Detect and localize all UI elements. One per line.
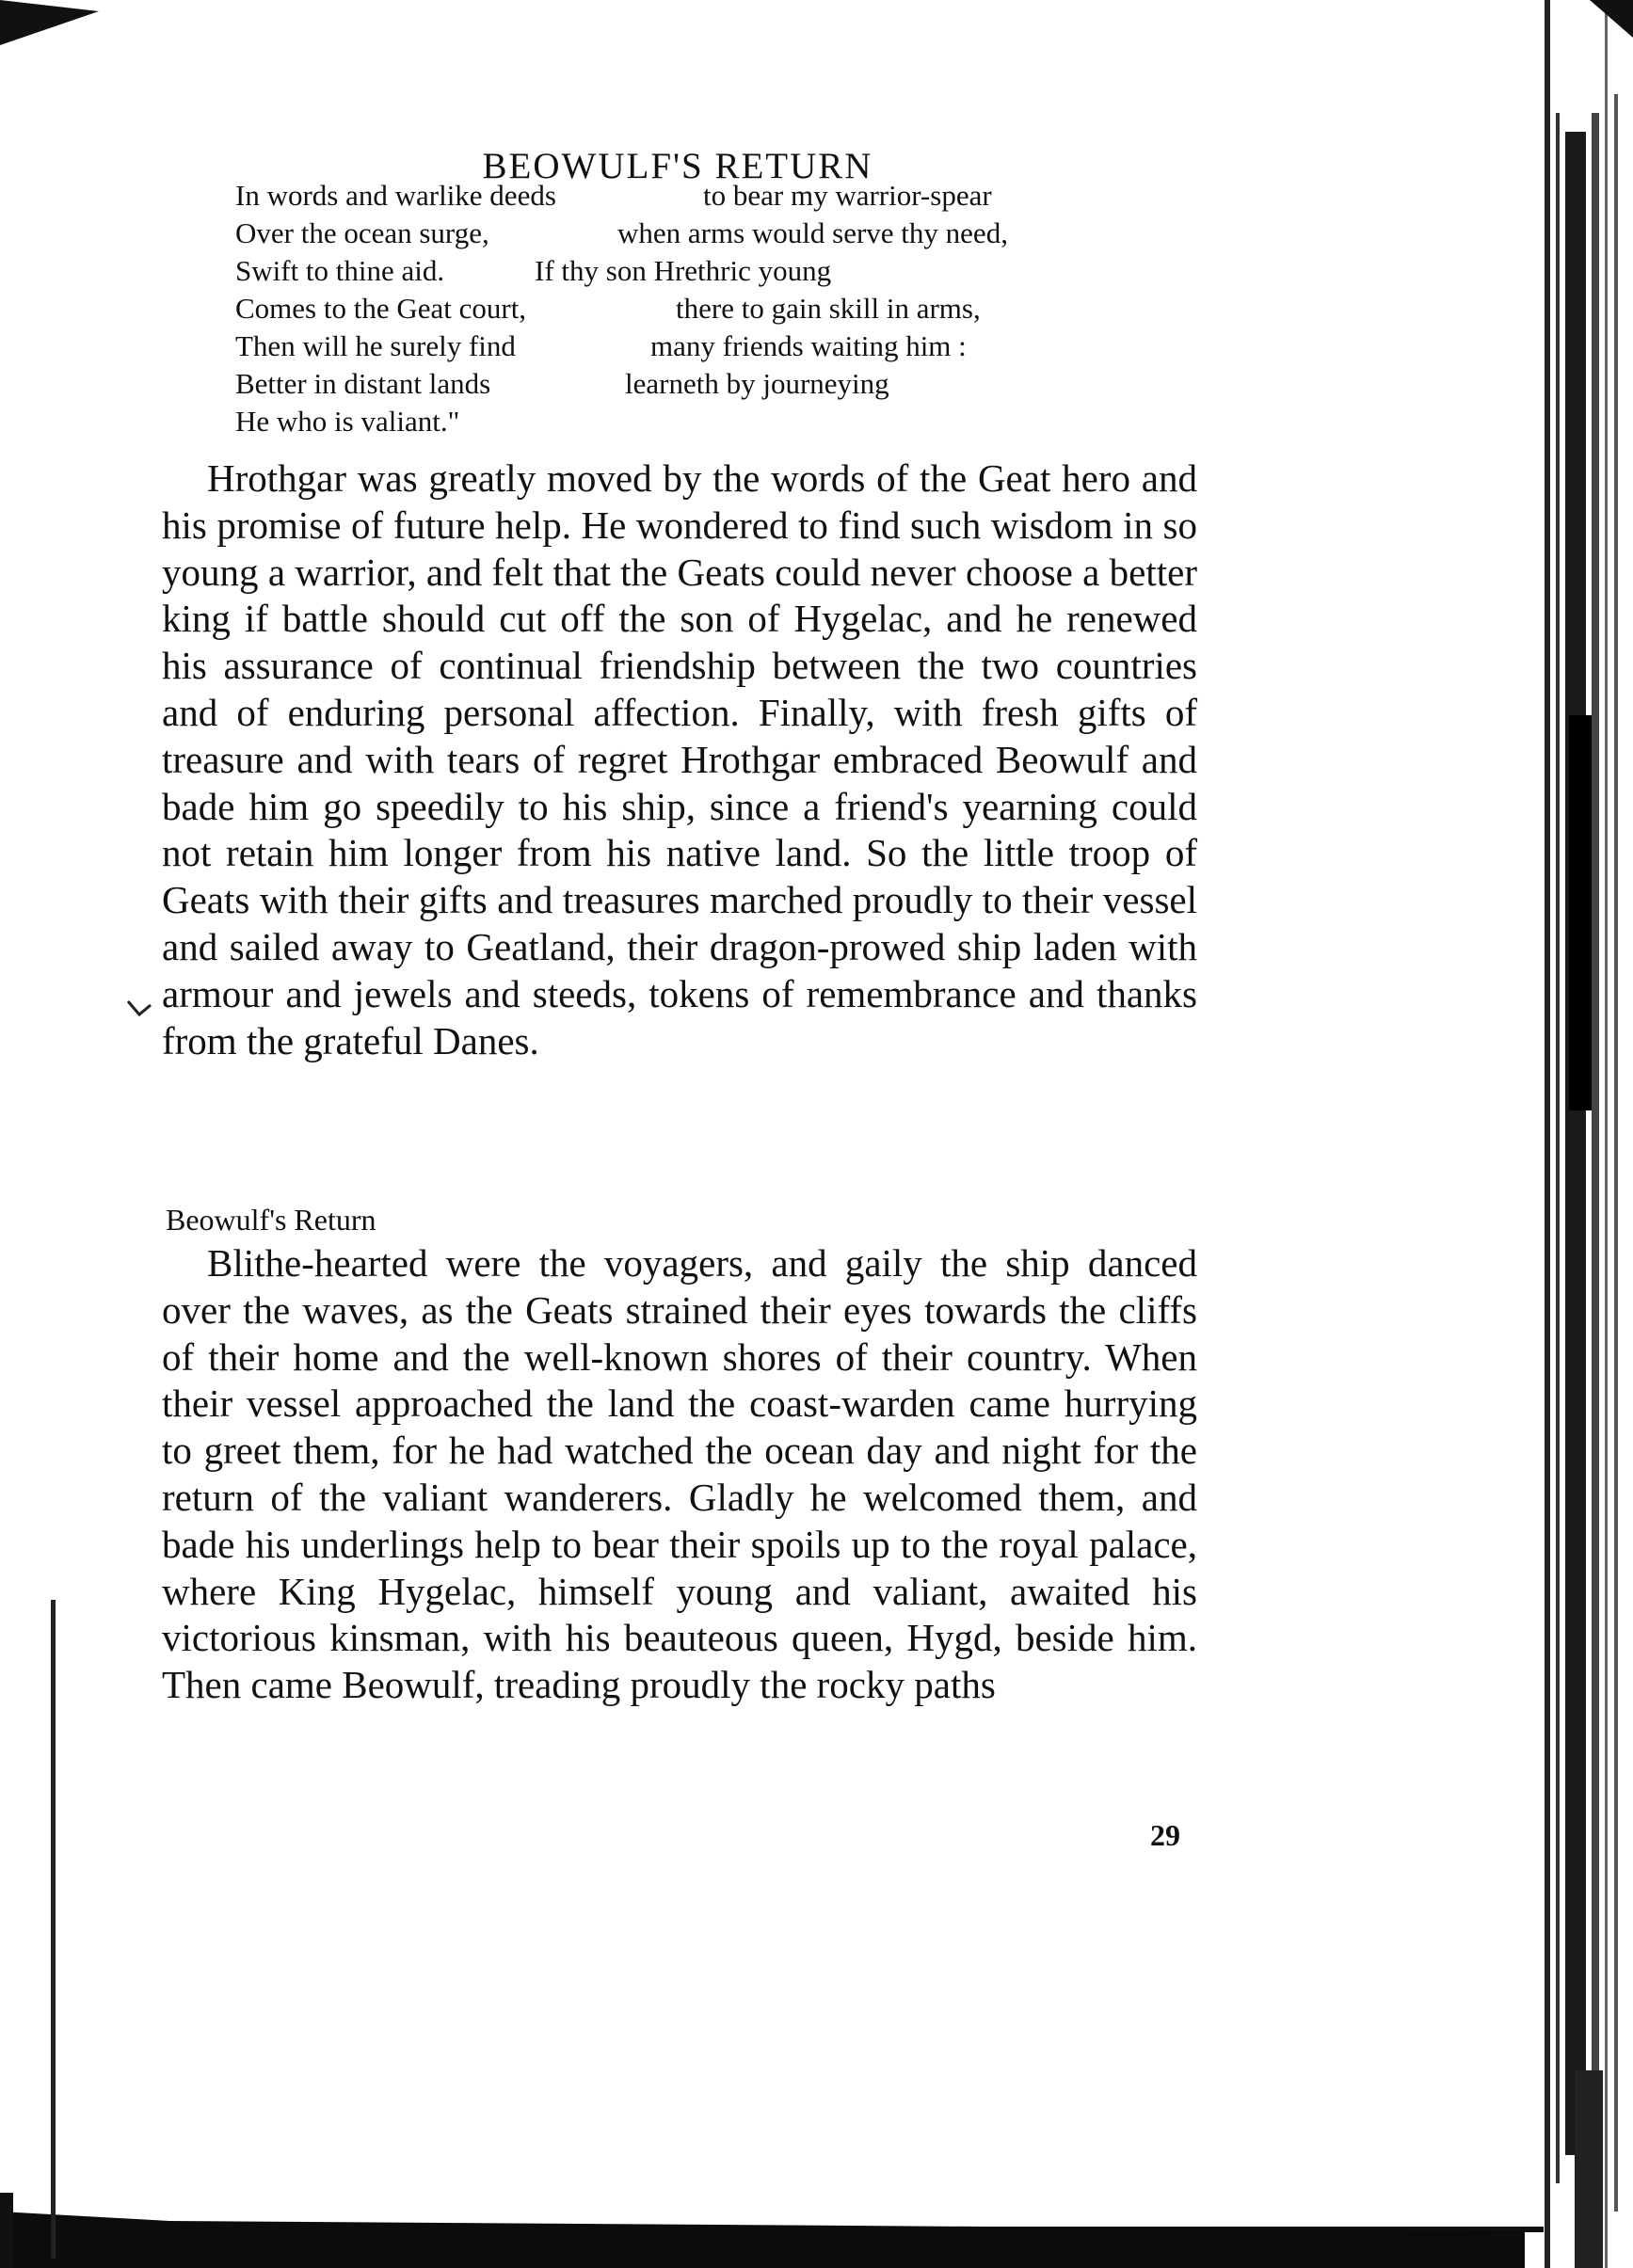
verse-first-half: Over the ocean surge, <box>235 216 489 249</box>
scan-bottom-edge <box>0 2193 1633 2268</box>
left-edge-line <box>45 1600 64 2259</box>
verse-line <box>235 290 1008 327</box>
paragraph-hrothgar: Hrothgar was greatly moved by the words of the Geat hero and his promise of future help. He wondered to find such wisdom in so young a warrior, and felt that the Geats could never choose a better king if battle should cut off the son of Hygelac, and he renewed his assurance of continual friendship between the two countries and of enduring personal affection. Finally, with fresh gifts of treasure and with tears of regret Hrothgar embraced Beowulf and bade him go speedily to his ship, since a friend's yearning could not retain him longer from his native land. So the little troop of Geats with their gifts and treasures marched proudly to their vessel and sailed away to Geatland, their dragon-prowed ship laden with armour and jewels and steeds, tokens of remembrance and thanks from the grateful Danes. <box>162 456 1197 1062</box>
verse-first-half: Comes to the Geat court, <box>235 292 527 325</box>
verse-line <box>235 403 1008 440</box>
section-heading: Beowulf's Return <box>166 1203 376 1237</box>
verse-first-half: In words and warlike deeds <box>235 179 556 212</box>
page-number: 29 <box>1150 1818 1180 1852</box>
verse-line <box>235 365 1008 403</box>
verse-first-half: Better in distant lands <box>235 367 491 400</box>
verse-second-half: to bear my warrior-spear <box>703 179 992 212</box>
verse-second-half: when arms would serve thy need, <box>617 216 1008 249</box>
verse-first-half: He who is valiant." <box>235 405 460 438</box>
verse-first-half: Then will he surely find <box>235 329 516 362</box>
paragraph-voyage: Blithe-hearted were the voyagers, and gaily the ship danced over the waves, as the Geats strained their eyes towards the cliffs of their home and the well-known shores of their country. When their vessel approached the land the coast-warden came hurrying to greet them, for he had watched the ocean day and night for the return of the valiant wanderers. Gladly he welcomed them, and bade his underlings help to bear their spoils up to the royal palace, where King Hygelac, himself young and valiant, awaited his victorious kinsman, with his beauteous queen, Hygd, beside him. Then came Beowulf, treading proudly the rocky paths <box>162 1241 1197 1707</box>
running-head: BEOWULF'S RETURN <box>482 146 873 187</box>
verse-first-half: Swift to thine aid. <box>235 254 445 287</box>
verse-second-half: there to gain skill in arms, <box>676 292 981 325</box>
verse-second-half: many friends waiting him : <box>650 329 967 362</box>
verse-second-half: learneth by journeying <box>625 367 889 400</box>
margin-pencil-mark <box>126 998 154 1020</box>
book-spine-shadow <box>1528 0 1633 2268</box>
scan-corner-mark <box>0 0 104 56</box>
verse-line <box>235 177 1008 215</box>
verse-second-half: If thy son Hrethric young <box>535 254 832 287</box>
verse-block <box>235 177 1008 440</box>
verse-line <box>235 215 1008 252</box>
verse-line <box>235 327 1008 365</box>
verse-line <box>235 252 1008 290</box>
